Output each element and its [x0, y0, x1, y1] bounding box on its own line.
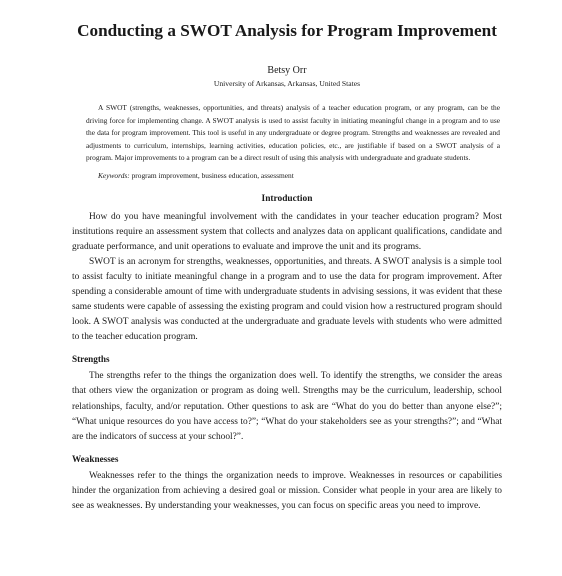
strengths-paragraph: The strengths refer to the things the organization does well. To identify the strengths, we consider the areas that others view the organization or program as doing well. Strengths may be the curriculum, leadership, school relationships, faculty, and/or reputation. Other questions to ask are “What do you do better than anyone else?”; “What unique resources do you have access to?”; “What do your stakeholders see as your strengths?”; and “What are the indicators of success at your school?”. — [72, 371, 502, 442]
abstract: A SWOT (strengths, weaknesses, opportunities, and threats) analysis of a teacher education program, or any program, can be the driving force for implementing change. A SWOT analysis is used to assist faculty in initiating meaningful change in a program and to use the data for program improvement. This tool is useful in any undergraduate or degree program. Strengths and weaknesses are revealed and adjustments to curriculum, internships, learning activities, education policies, etc., are justifiable if based on a SWOT analysis of a program. Major improvements to a program can be a direct result of using this analysis with undergraduate and graduate students. — [86, 103, 500, 162]
introduction-heading: Introduction — [261, 193, 313, 204]
keywords-text: program improvement, business education, assessment — [131, 170, 294, 180]
paper-title: Conducting a SWOT Analysis for Program Improvement — [77, 21, 497, 40]
weaknesses-paragraph: Weaknesses refer to the things the organization needs to improve. Weaknesses in resources or capabilities hinder the organization from achieving a desired goal or mission. Consider what people in your area are likely to see as weaknesses. By understanding your weaknesses, you can focus on specific areas you need to improve. — [72, 470, 502, 511]
keywords-label: Keywords: — [98, 170, 130, 180]
weaknesses-heading: Weaknesses — [72, 453, 119, 464]
strengths-heading: Strengths — [72, 354, 110, 365]
author-name: Betsy Orr — [267, 65, 307, 76]
keywords — [98, 170, 500, 181]
author-affiliation: University of Arkansas, Arkansas, United States — [213, 79, 361, 88]
introduction-paragraph-2: SWOT is an acronym for strengths, weaknesses, opportunities, and threats. A SWOT analysis is a simple tool to assist faculty to initiate meaningful change in a program and to use the data for program improvement. After spending a considerable amount of time with undergraduate students in advising sessions, it was evident that these same students were capable of assessing the existing program and could vision how a restructured program should look. A SWOT analysis was conducted at the undergraduate and graduate levels with students who were admitted to the teacher education program. — [72, 256, 502, 343]
introduction-paragraph-1: How do you have meaningful involvement with the candidates in your teacher education program? Most institutions require an assessment system that collects and analyzes data on applicant qualifications, candidate and graduate performance, and unit operations to evaluate and improve the unit and its programs. — [72, 211, 502, 252]
